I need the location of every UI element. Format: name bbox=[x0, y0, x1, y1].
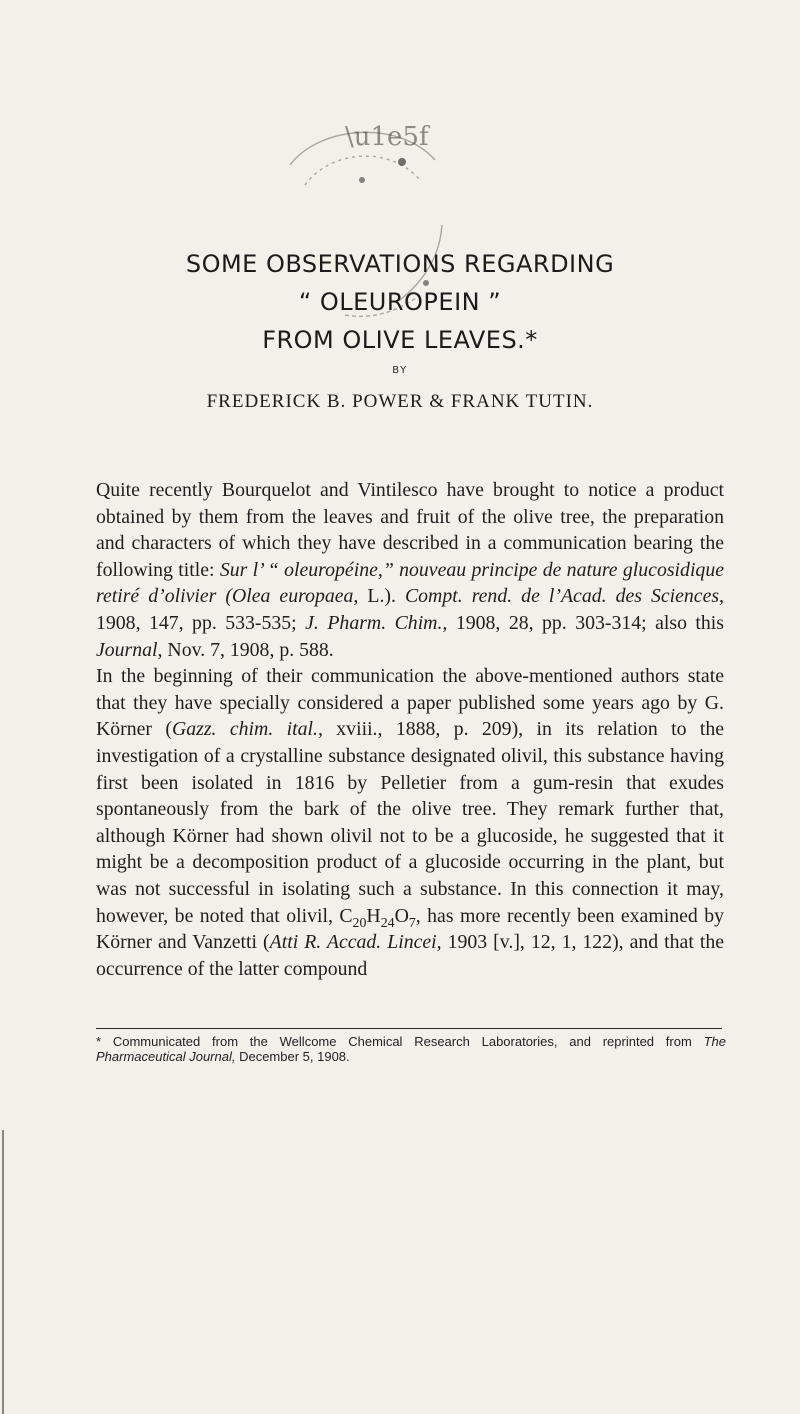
p2-italic-2: Atti R. Accad. Lincei, bbox=[269, 931, 442, 954]
footnote-italic: The Pharmaceutical Journal, bbox=[96, 1034, 726, 1064]
p2-text-a: In the beginning of their communication the above-mentioned authors state that they have specially considered a paper published some years ago by G. Körner ( bbox=[96, 665, 724, 741]
p1-text-a: Quite recently Bourquelot and Vintilesco have brought to notice a product obtained by them from the leaves and fruit of the olive tree, the preparation and characters of which they have described in a communication bearing the following title: bbox=[96, 479, 724, 581]
footnote-text-b: December 5, 1908. bbox=[235, 1049, 350, 1064]
footnote-divider bbox=[96, 1028, 722, 1029]
svg-text:\u1e5f: \u1e5f bbox=[345, 122, 429, 152]
footnote-text-a: * Communicated from the Wellcome Chemical Research Laboratories, and reprinted from bbox=[96, 1034, 704, 1049]
authors: FREDERICK B. POWER & FRANK TUTIN. bbox=[206, 391, 594, 412]
p2-text-b: xviii., 1888, p. 209), in its relation to the investigation of a crystalline substance designated olivil, this substance having first been isolated in 1816 by Pelletier from a gum-resin that exudes spontaneously from the bark of the olive tree. They remark further that, although Körner had shown olivil not to be a glucoside, he suggested that it might be a decomposition product of a glucoside occurring in the plant, but was not successful in isolating such a substance. In this connection it may, however, be noted that olivil, bbox=[96, 718, 725, 927]
p1-text-b: L.). bbox=[358, 585, 405, 608]
chemical-formula: $C_{20}H_{24}O_7$ bbox=[339, 904, 416, 930]
byline: BY bbox=[392, 365, 408, 376]
paragraph-1 bbox=[96, 477, 724, 663]
footnote bbox=[96, 1034, 726, 1064]
body-text bbox=[96, 477, 724, 982]
p1-italic-4: Journal, bbox=[96, 638, 163, 661]
p2-text-c: , has more recently been examined by Körner and Vanzetti ( bbox=[96, 904, 724, 954]
p1-text-e: Nov. 7, 1908, p. 588. bbox=[162, 638, 334, 661]
p1-italic-2: Compt. rend. de l’Acad. des Sciences, bbox=[404, 585, 725, 608]
title-line-1: SOME OBSERVATIONS REGARDING bbox=[185, 250, 615, 278]
p1-italic-1: Sur l’ “ oleuropéine,” nouveau principe de nature glucosidique retiré d’olivier (Olea europaea, bbox=[96, 558, 724, 608]
p2-text-d: 1903 [v.], 12, 1, 122), and that the occurrence of the latter compound bbox=[96, 931, 724, 980]
scan-edge-line bbox=[2, 1130, 4, 1414]
title-line-2: “ OLEUROPEIN ” bbox=[298, 288, 502, 316]
p1-text-d: 1908, 28, pp. 303-314; also this bbox=[447, 611, 725, 634]
p1-text-c: 1908, 147, pp. 533-535; bbox=[96, 611, 306, 634]
title-block bbox=[0, 245, 800, 413]
p2-italic-1: Gazz. chim. ital., bbox=[171, 718, 323, 741]
paragraph-2 bbox=[96, 663, 724, 982]
p1-italic-3: J. Pharm. Chim., bbox=[305, 611, 448, 634]
title-line-3: FROM OLIVE LEAVES.* bbox=[262, 326, 538, 354]
